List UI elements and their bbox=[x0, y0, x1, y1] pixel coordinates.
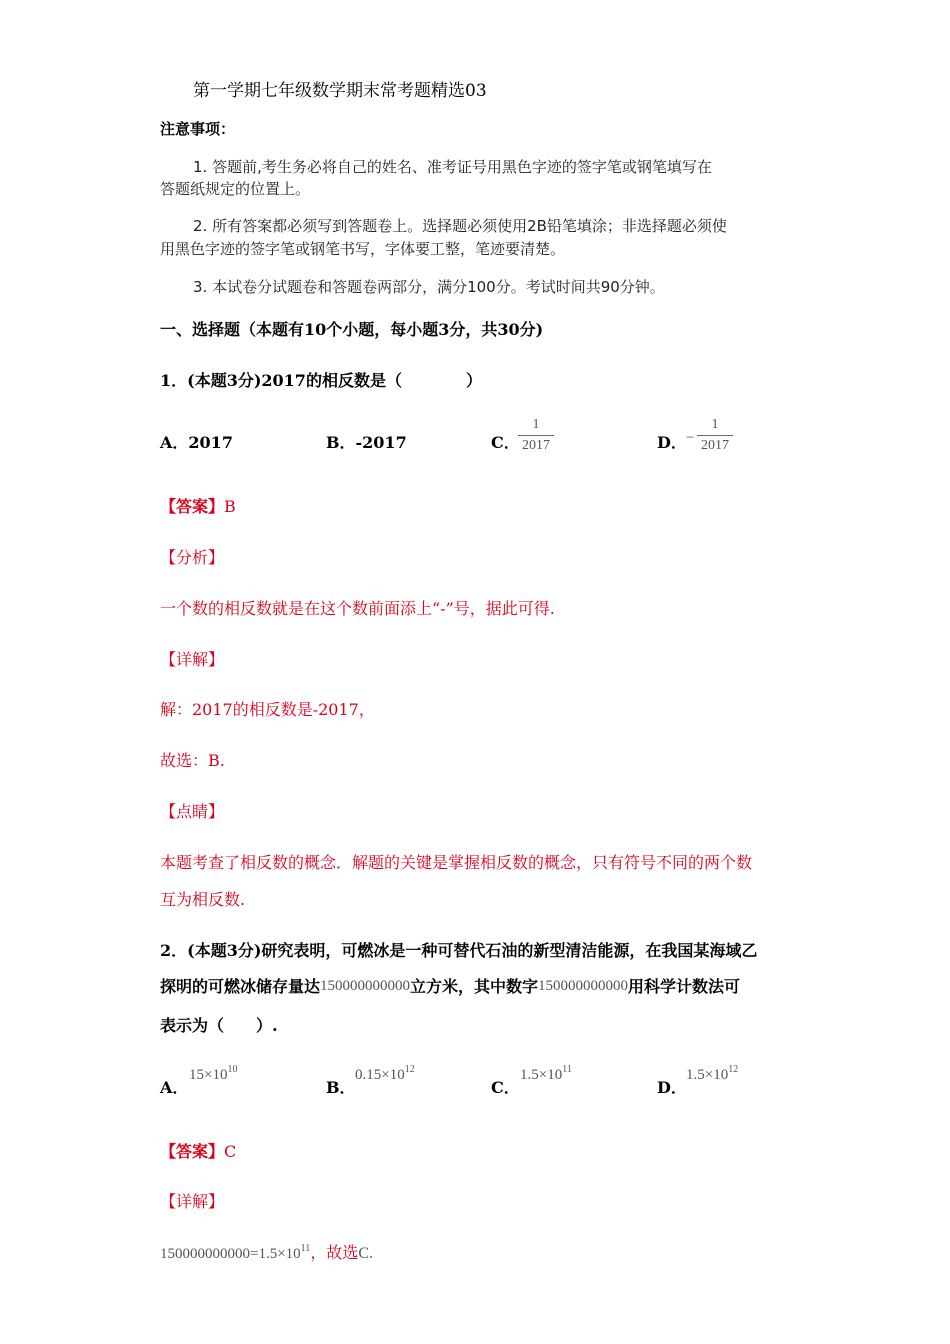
q2-option-a-exponent: 10 bbox=[227, 1064, 238, 1075]
q1-analysis-tag: 【分析】 bbox=[160, 548, 225, 567]
q1-option-b: B．-2017 bbox=[326, 433, 407, 452]
q2-option-a-label: A． bbox=[160, 1078, 189, 1097]
q2-option-b-base: 0.15×10 bbox=[355, 1067, 405, 1083]
q1-detail-line-1: 解：2017的相反数是-2017， bbox=[160, 700, 375, 719]
q1-answer-tag: 【答案】 bbox=[160, 497, 225, 516]
q2-option-a-base: 15×10 bbox=[189, 1067, 228, 1083]
q2-option-c-label: C． bbox=[491, 1078, 520, 1097]
notice-item-1-line-1: 1. 答题前,考生务必将自己的姓名、准考证号用黑色字迹的签字笔或钢笔填写在 bbox=[193, 158, 712, 176]
q2-option-c-exponent: 11 bbox=[562, 1064, 572, 1075]
q2-option-b-label: B． bbox=[326, 1078, 356, 1097]
q1-option-d-label: D． bbox=[657, 433, 687, 452]
q1-option-d-denominator: 2017 bbox=[701, 438, 729, 453]
q2-option-a-expr bbox=[189, 1064, 237, 1084]
q2-option-d-exponent: 12 bbox=[728, 1064, 739, 1075]
fraction-bar bbox=[697, 435, 733, 436]
q1-option-c-fraction bbox=[518, 418, 554, 453]
q2-option-c-base: 1.5×10 bbox=[520, 1067, 563, 1083]
q2-stem-number-2: 150000000000 bbox=[538, 978, 629, 994]
q2-stem-text-c: 用科学计数法可 bbox=[628, 977, 741, 996]
q2-answer bbox=[160, 1139, 236, 1162]
q2-detail-end: . bbox=[369, 1245, 374, 1262]
q2-detail-answer: C bbox=[358, 1245, 370, 1262]
q2-option-d-base: 1.5×10 bbox=[686, 1067, 729, 1083]
section-heading: 一、选择题（本题有10个小题，每小题3分，共30分) bbox=[160, 320, 544, 339]
q1-detail-tag: 【详解】 bbox=[160, 650, 225, 669]
q1-comment-tag: 【点睛】 bbox=[160, 802, 225, 821]
q2-detail-math: 150000000000=1.5×10 bbox=[160, 1246, 301, 1262]
q1-option-d-sign: − bbox=[686, 430, 695, 446]
q2-detail-line bbox=[160, 1240, 373, 1263]
q2-stem-text-b: 立方米，其中数字 bbox=[410, 977, 539, 996]
q1-option-a: A．2017 bbox=[160, 433, 233, 452]
q2-detail-exponent: 11 bbox=[300, 1243, 311, 1254]
q2-stem-number-1: 150000000000 bbox=[320, 978, 411, 994]
q1-option-d-numerator: 1 bbox=[711, 417, 719, 432]
notice-item-2-line-2: 用黑色字迹的签字笔或钢笔书写，字体要工整，笔迹要清楚。 bbox=[160, 240, 566, 258]
q2-detail-sep: ， bbox=[310, 1243, 327, 1262]
q2-detail-tag: 【详解】 bbox=[160, 1192, 225, 1211]
q1-option-d-fraction bbox=[697, 418, 733, 453]
q2-option-b-exponent: 12 bbox=[404, 1064, 415, 1075]
fraction-bar bbox=[518, 435, 554, 436]
q1-option-c-label: C． bbox=[491, 433, 520, 452]
q1-analysis-text: 一个数的相反数就是在这个数前面添上“-”号，据此可得. bbox=[160, 599, 555, 618]
q1-answer bbox=[160, 494, 236, 517]
q1-comment-line-2: 互为相反数. bbox=[160, 890, 246, 909]
q1-detail-line-2: 故选：B. bbox=[160, 751, 225, 770]
q2-detail-text: 故选 bbox=[326, 1243, 359, 1262]
page-title: 第一学期七年级数学期末常考题精选03 bbox=[193, 81, 487, 101]
q1-option-c-denominator: 2017 bbox=[522, 438, 550, 453]
q2-stem-line-2 bbox=[160, 974, 740, 997]
notice-item-1-line-2: 答题纸规定的位置上。 bbox=[160, 180, 311, 198]
q2-stem-line-1: 2．(本题3分)研究表明，可燃冰是一种可替代石油的新型清洁能源，在我国某海域乙 bbox=[160, 941, 758, 960]
q2-answer-value: C bbox=[224, 1142, 237, 1161]
notice-heading: 注意事项： bbox=[160, 120, 236, 138]
q1-stem: 1．(本题3分)2017的相反数是（ ） bbox=[160, 371, 482, 390]
q2-stem-text-a: 探明的可燃冰储存量达 bbox=[160, 977, 321, 996]
notice-item-2-line-1: 2. 所有答案都必须写到答题卷上。选择题必须使用2B铅笔填涂；非选择题必须使 bbox=[193, 217, 727, 235]
q2-stem-line-3: 表示为（ ）. bbox=[160, 1016, 278, 1035]
q1-comment-line-1: 本题考查了相反数的概念．解题的关键是掌握相反数的概念，只有符号不同的两个数 bbox=[160, 853, 753, 872]
notice-item-3: 3. 本试卷分试题卷和答题卷两部分，满分100分。考试时间共90分钟。 bbox=[193, 278, 665, 296]
q1-answer-value: B bbox=[224, 497, 236, 516]
q2-option-d-expr bbox=[686, 1064, 738, 1084]
q2-answer-tag: 【答案】 bbox=[160, 1142, 225, 1161]
q2-option-c-expr bbox=[520, 1064, 572, 1084]
q1-option-c-numerator: 1 bbox=[532, 417, 540, 432]
q2-option-d-label: D． bbox=[657, 1078, 687, 1097]
q2-option-b-expr bbox=[355, 1064, 415, 1084]
